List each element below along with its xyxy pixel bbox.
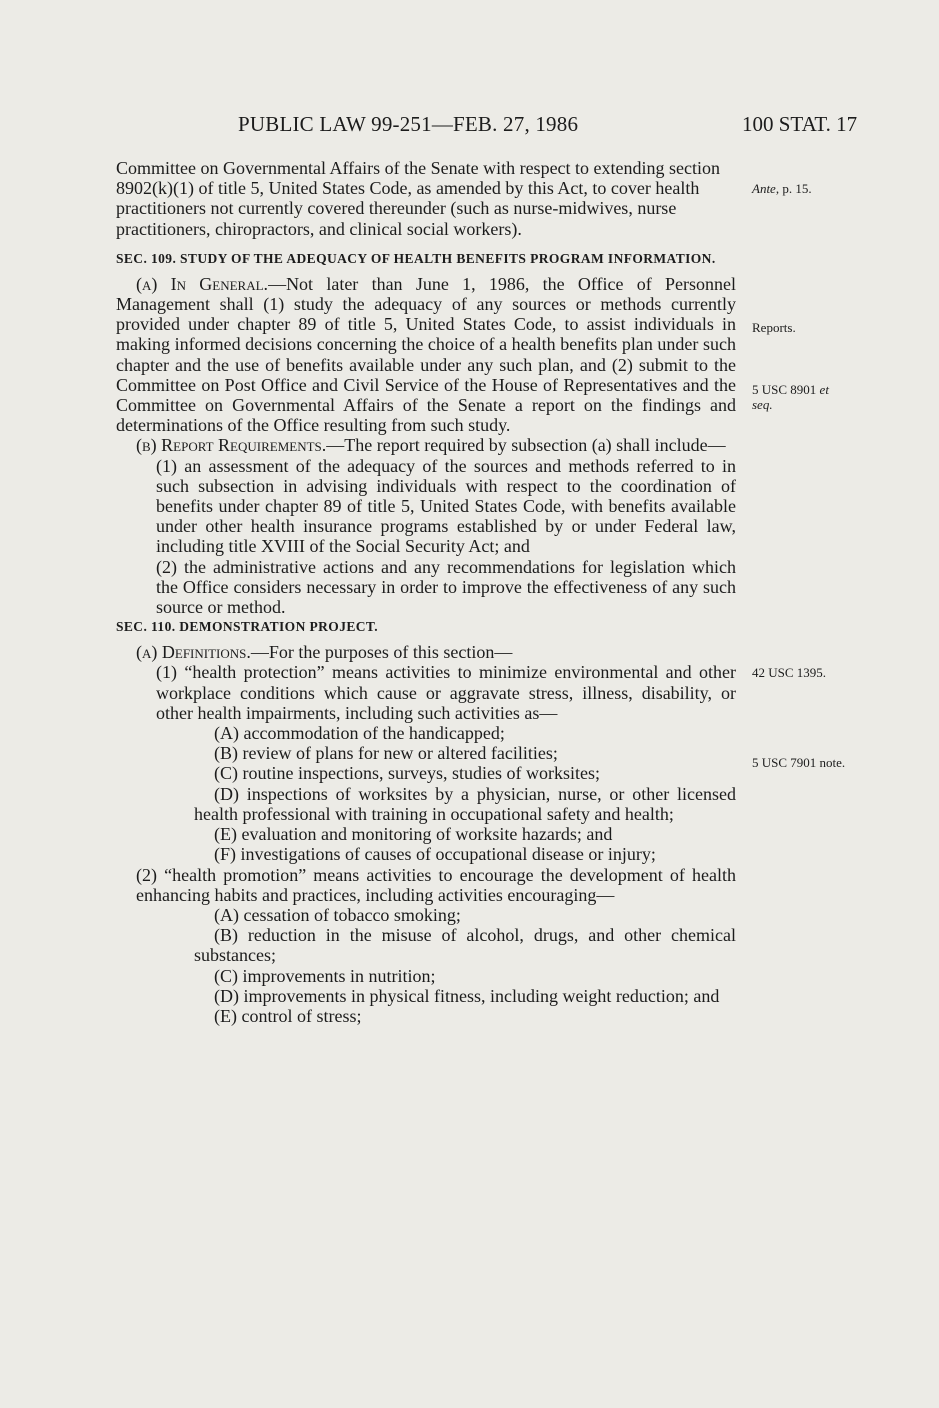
margin-note-usc-8901-seq: seq. <box>752 397 773 412</box>
paragraph-intro: Committee on Governmental Affairs of the Senate with respect to extending section 8902(k)(1) of title 5, United States Code, as amended by this Act, to cover health practitioners not currently covered thereunder (such as nurse-midwives, nurse practitioners, chiropractors, and clinical social workers). <box>116 158 721 239</box>
margin-note-usc-8901-cite: 5 USC 8901 <box>752 382 817 397</box>
definition-2-a: (A) cessation of tobacco smoking; <box>214 904 461 925</box>
section-110-heading: SEC. 110. DEMONSTRATION PROJECT. <box>116 619 379 635</box>
statute-body <box>116 158 736 1026</box>
definition-2: (2) “health promotion” means activities to encourage the development of health enhancing habits and practices, including activities encouraging— <box>136 864 736 905</box>
section-109-b-label: (b) Report Requirements. <box>136 435 327 456</box>
definition-1-e: (E) evaluation and monitoring of worksite hazards; and <box>214 824 613 845</box>
definition-2-b: (B) reduction in the misuse of alcohol, drugs, and other chemical substances; <box>194 925 736 966</box>
definition-2-c: (C) improvements in nutrition; <box>214 965 436 986</box>
definition-1: (1) “health protection” means activities to minimize environmental and other workplace conditions which cause or aggravate stress, illness, disability, or other health impairments, including such activities as— <box>156 662 736 723</box>
margin-note-ante <box>752 181 812 196</box>
page-stat-number: 100 STAT. 17 <box>742 112 858 136</box>
definition-1-c: (C) routine inspections, surveys, studies of worksites; <box>214 763 600 784</box>
definition-1-d: (D) inspections of worksites by a physician, nurse, or other licensed health professional with training in occupational safety and health; <box>194 783 736 824</box>
section-110-a-label: (a) Definitions. <box>136 642 251 663</box>
definition-1-a: (A) accommodation of the handicapped; <box>214 723 505 744</box>
margin-note-ante-prefix: Ante <box>752 181 776 196</box>
definition-1-b: (B) review of plans for new or altered facilities; <box>214 743 558 764</box>
definition-1-f: (F) investigations of causes of occupational disease or injury; <box>214 844 656 865</box>
definition-2-e: (E) control of stress; <box>214 1005 362 1026</box>
margin-note-usc-1395: 42 USC 1395. <box>752 665 827 680</box>
margin-note-usc-7901: 5 USC 7901 note. <box>752 755 846 770</box>
definition-2-d: (D) improvements in physical fitness, including weight reduction; and <box>214 985 720 1006</box>
running-header-title: PUBLIC LAW 99-251—FEB. 27, 1986 <box>238 112 579 136</box>
section-109-b-1: (1) an assessment of the adequacy of the sources and methods referred to in such subsection in advising individuals with respect to the coordination of benefits under chapter 89 of title 5, United States Code, with benefits available under other health insurance programs established by or under Federal law, including title XVIII of the Social Security Act; and <box>156 455 736 557</box>
section-109-b-2: (2) the administrative actions and any recommendations for legislation which the Office considers necessary in order to improve the effectiveness of any such source or method. <box>156 556 736 618</box>
margin-note-reports: Reports. <box>752 320 796 335</box>
section-109-b-text: —The report required by subsection (a) shall include— <box>326 435 726 456</box>
margin-note-usc-8901-et: et <box>819 382 829 397</box>
section-109-heading: SEC. 109. STUDY OF THE ADEQUACY OF HEALTH BENEFITS PROGRAM INFORMATION. <box>116 250 716 266</box>
margin-note-usc-8901 <box>752 382 829 412</box>
section-110-a <box>116 642 736 662</box>
section-109-a-label: (a) In General. <box>136 273 269 294</box>
section-109-a <box>116 274 736 436</box>
section-109-a-text: —Not later than June 1, 1986, the Office of Personnel Management shall (1) study the adequacy of any sources or methods currently provided under chapter 89 of title 5, United States Code, to assist individuals in making informed decisions concerning the choice of a health benefits plan under such chapter and the use of benefits available under any such plan, and (2) submit to the Committee on Post Office and Civil Service of the House of Representatives and the Committee on Governmental Affairs of the Senate a report on the findings and determinations of the Office resulting from such study. <box>116 273 737 436</box>
section-110-a-text: —For the purposes of this section— <box>250 642 513 663</box>
section-109-b <box>116 435 736 455</box>
margin-note-ante-suffix: , p. 15. <box>775 181 812 196</box>
